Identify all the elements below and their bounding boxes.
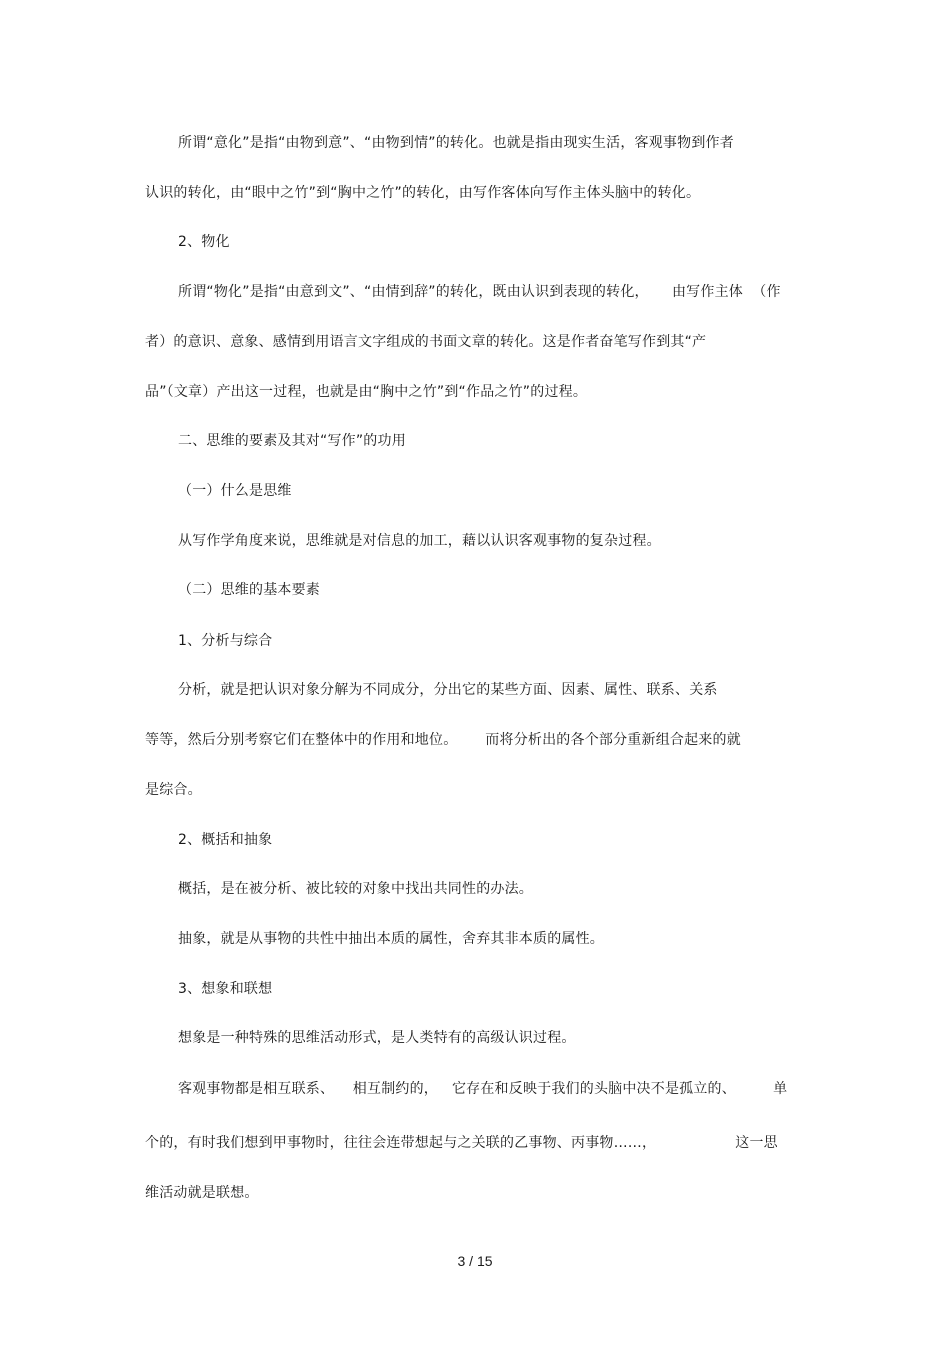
section-heading: （一）什么是思维	[178, 483, 292, 499]
paragraph-line: 客观事物都是相互联系、 相互制约的， 它存在和反映于我们的头脑中决不是孤立的、 单	[178, 1081, 788, 1097]
paragraph-line: 维活动就是联想。	[145, 1185, 259, 1201]
paragraph-line: 概括，是在被分析、被比较的对象中找出共同性的办法。	[178, 881, 533, 897]
paragraph-line: 者）的意识、意象、感情到用语言文字组成的书面文章的转化。这是作者奋笔写作到其“产	[145, 334, 707, 350]
paragraph-line: 品”（文章）产出这一过程，也就是由“胸中之竹”到“作品之竹”的过程。	[145, 384, 588, 400]
paragraph-line: 等等，然后分别考察它们在整体中的作用和地位。 而将分析出的各个部分重新组合起来的就	[145, 732, 741, 748]
paragraph-line: 所谓“物化”是指“由意到文”、“由情到辞”的转化，既由认识到表现的转化， 由写作主体 （作	[178, 284, 781, 300]
section-heading: 3、想象和联想	[178, 981, 273, 997]
paragraph-line: 从写作学角度来说，思维就是对信息的加工，藉以认识客观事物的复杂过程。	[178, 533, 661, 549]
paragraph-line: 个的，有时我们想到甲事物时，往往会连带想起与之关联的乙事物、丙事物……， 这一思	[145, 1135, 778, 1151]
section-heading: 二、思维的要素及其对“写作”的功用	[178, 433, 406, 449]
section-heading: 2、物化	[178, 234, 230, 250]
paragraph-line: 认识的转化，由“眼中之竹”到“胸中之竹”的转化，由写作客体向写作主体头脑中的转化。	[145, 185, 701, 201]
paragraph-line: 想象是一种特殊的思维活动形式，是人类特有的高级认识过程。	[178, 1030, 576, 1046]
section-heading: 1、分析与综合	[178, 633, 273, 649]
page-number: 3 / 15	[457, 1253, 493, 1269]
paragraph-line: 是综合。	[145, 782, 202, 798]
paragraph-line: 抽象，就是从事物的共性中抽出本质的属性，舍弃其非本质的属性。	[178, 931, 604, 947]
paragraph-line: 分析，就是把认识对象分解为不同成分，分出它的某些方面、因素、属性、联系、关系	[178, 682, 718, 698]
section-heading: 2、概括和抽象	[178, 832, 273, 848]
section-heading: （二）思维的基本要素	[178, 582, 320, 598]
paragraph-line: 所谓“意化”是指“由物到意”、“由物到情”的转化。也就是指由现实生活，客观事物到作者	[178, 135, 734, 151]
